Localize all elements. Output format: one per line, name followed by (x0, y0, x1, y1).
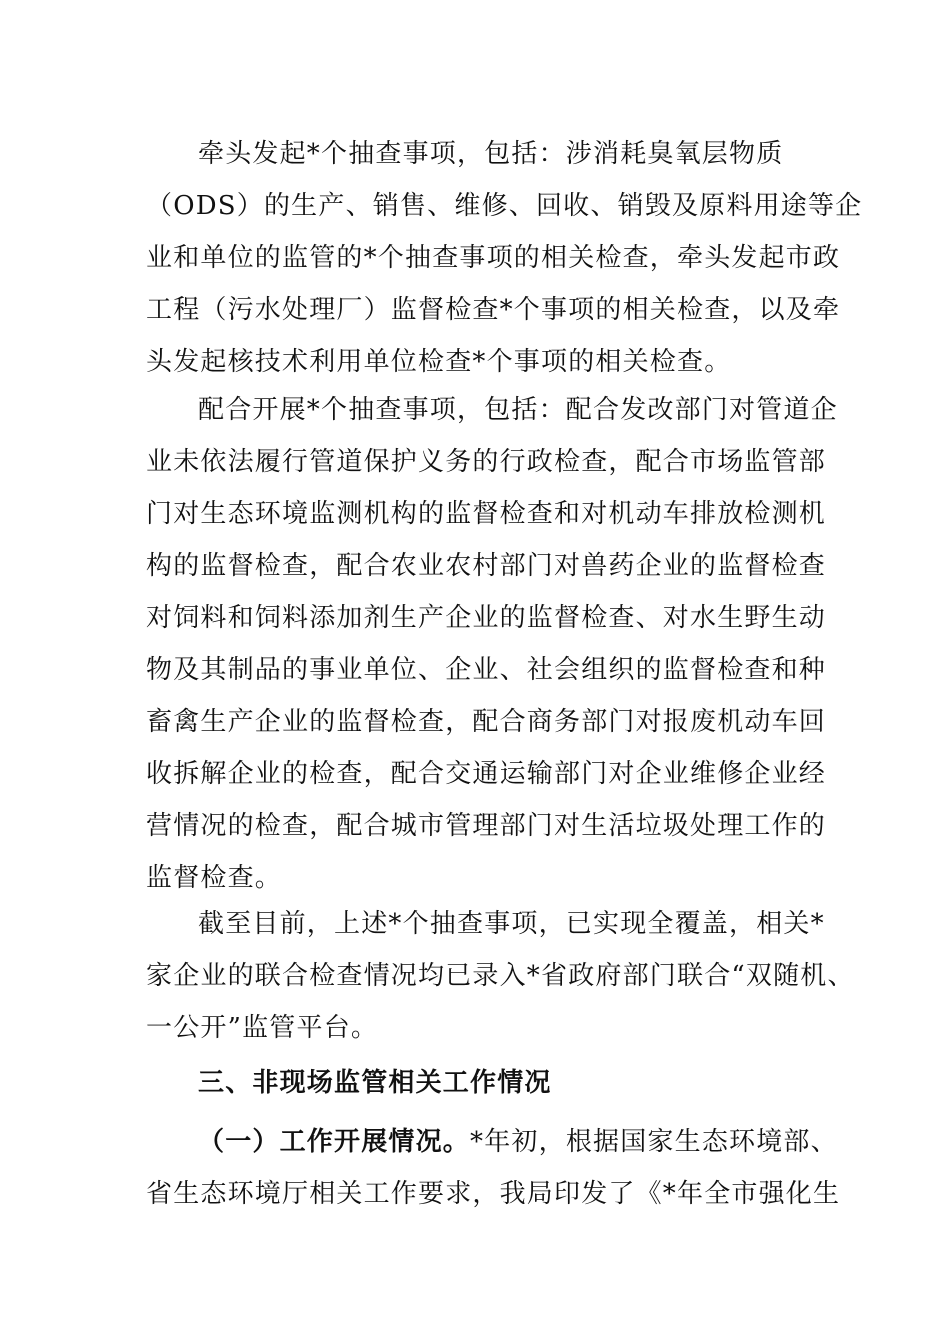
subsection-lead: （一）工作开展情况。 (198, 1127, 471, 1157)
paragraph-cooperative-inspections (146, 384, 838, 904)
paragraph-line: 构的监督检查，配合农业农村部门对兽药企业的监督检查 (146, 551, 827, 581)
paragraph-line: 家企业的联合检查情况均已录入*省政府部门联合“双随机、 (146, 961, 855, 991)
paragraph-line: 头发起核技术利用单位检查*个事项的相关检查。 (146, 347, 732, 377)
paragraph-line: 门对生态环境监测机构的监督检查和对机动车排放检测机 (146, 499, 827, 529)
paragraph-line: 畜禽生产企业的监督检查，配合商务部门对报废机动车回 (146, 707, 827, 737)
section-heading: 三、非现场监管相关工作情况 (198, 1068, 552, 1098)
paragraph-text: *年初，根据国家生态环境部、 (470, 1127, 838, 1157)
paragraph-line: 一公开”监管平台。 (146, 1013, 379, 1043)
paragraph-line: 配合开展*个抽查事项，包括：配合发改部门对管道企 (198, 395, 838, 425)
paragraph-line: 物及其制品的事业单位、企业、社会组织的监督检查和种 (146, 655, 827, 685)
paragraph-work-progress (146, 1116, 841, 1220)
paragraph-lead-inspections (146, 128, 863, 388)
paragraph-line: （ODS）的生产、销售、维修、回收、销毁及原料用途等企 (146, 191, 863, 221)
paragraph-line: 监督检查。 (146, 863, 283, 893)
paragraph-line: 对饲料和饲料添加剂生产企业的监督检查、对水生野生动 (146, 603, 827, 633)
paragraph-coverage-status (146, 898, 855, 1054)
paragraph-line: 省生态环境厅相关工作要求，我局印发了《*年全市强化生 (146, 1179, 841, 1209)
paragraph-line: 工程（污水处理厂）监督检查*个事项的相关检查，以及牵 (146, 295, 841, 325)
paragraph-line: 截至目前，上述*个抽查事项，已实现全覆盖，相关* (198, 909, 825, 939)
paragraph-line: 牵头发起*个抽查事项，包括：涉消耗臭氧层物质 (198, 139, 784, 169)
paragraph-line (146, 1116, 838, 1168)
paragraph-line: 业未依法履行管道保护义务的行政检查，配合市场监管部 (146, 447, 827, 477)
paragraph-line: 营情况的检查，配合城市管理部门对生活垃圾处理工作的 (146, 811, 827, 841)
paragraph-line: 收拆解企业的检查，配合交通运输部门对企业维修企业经 (146, 759, 827, 789)
paragraph-line: 业和单位的监管的*个抽查事项的相关检查，牵头发起市政 (146, 243, 841, 273)
section-heading-3 (146, 1057, 810, 1109)
